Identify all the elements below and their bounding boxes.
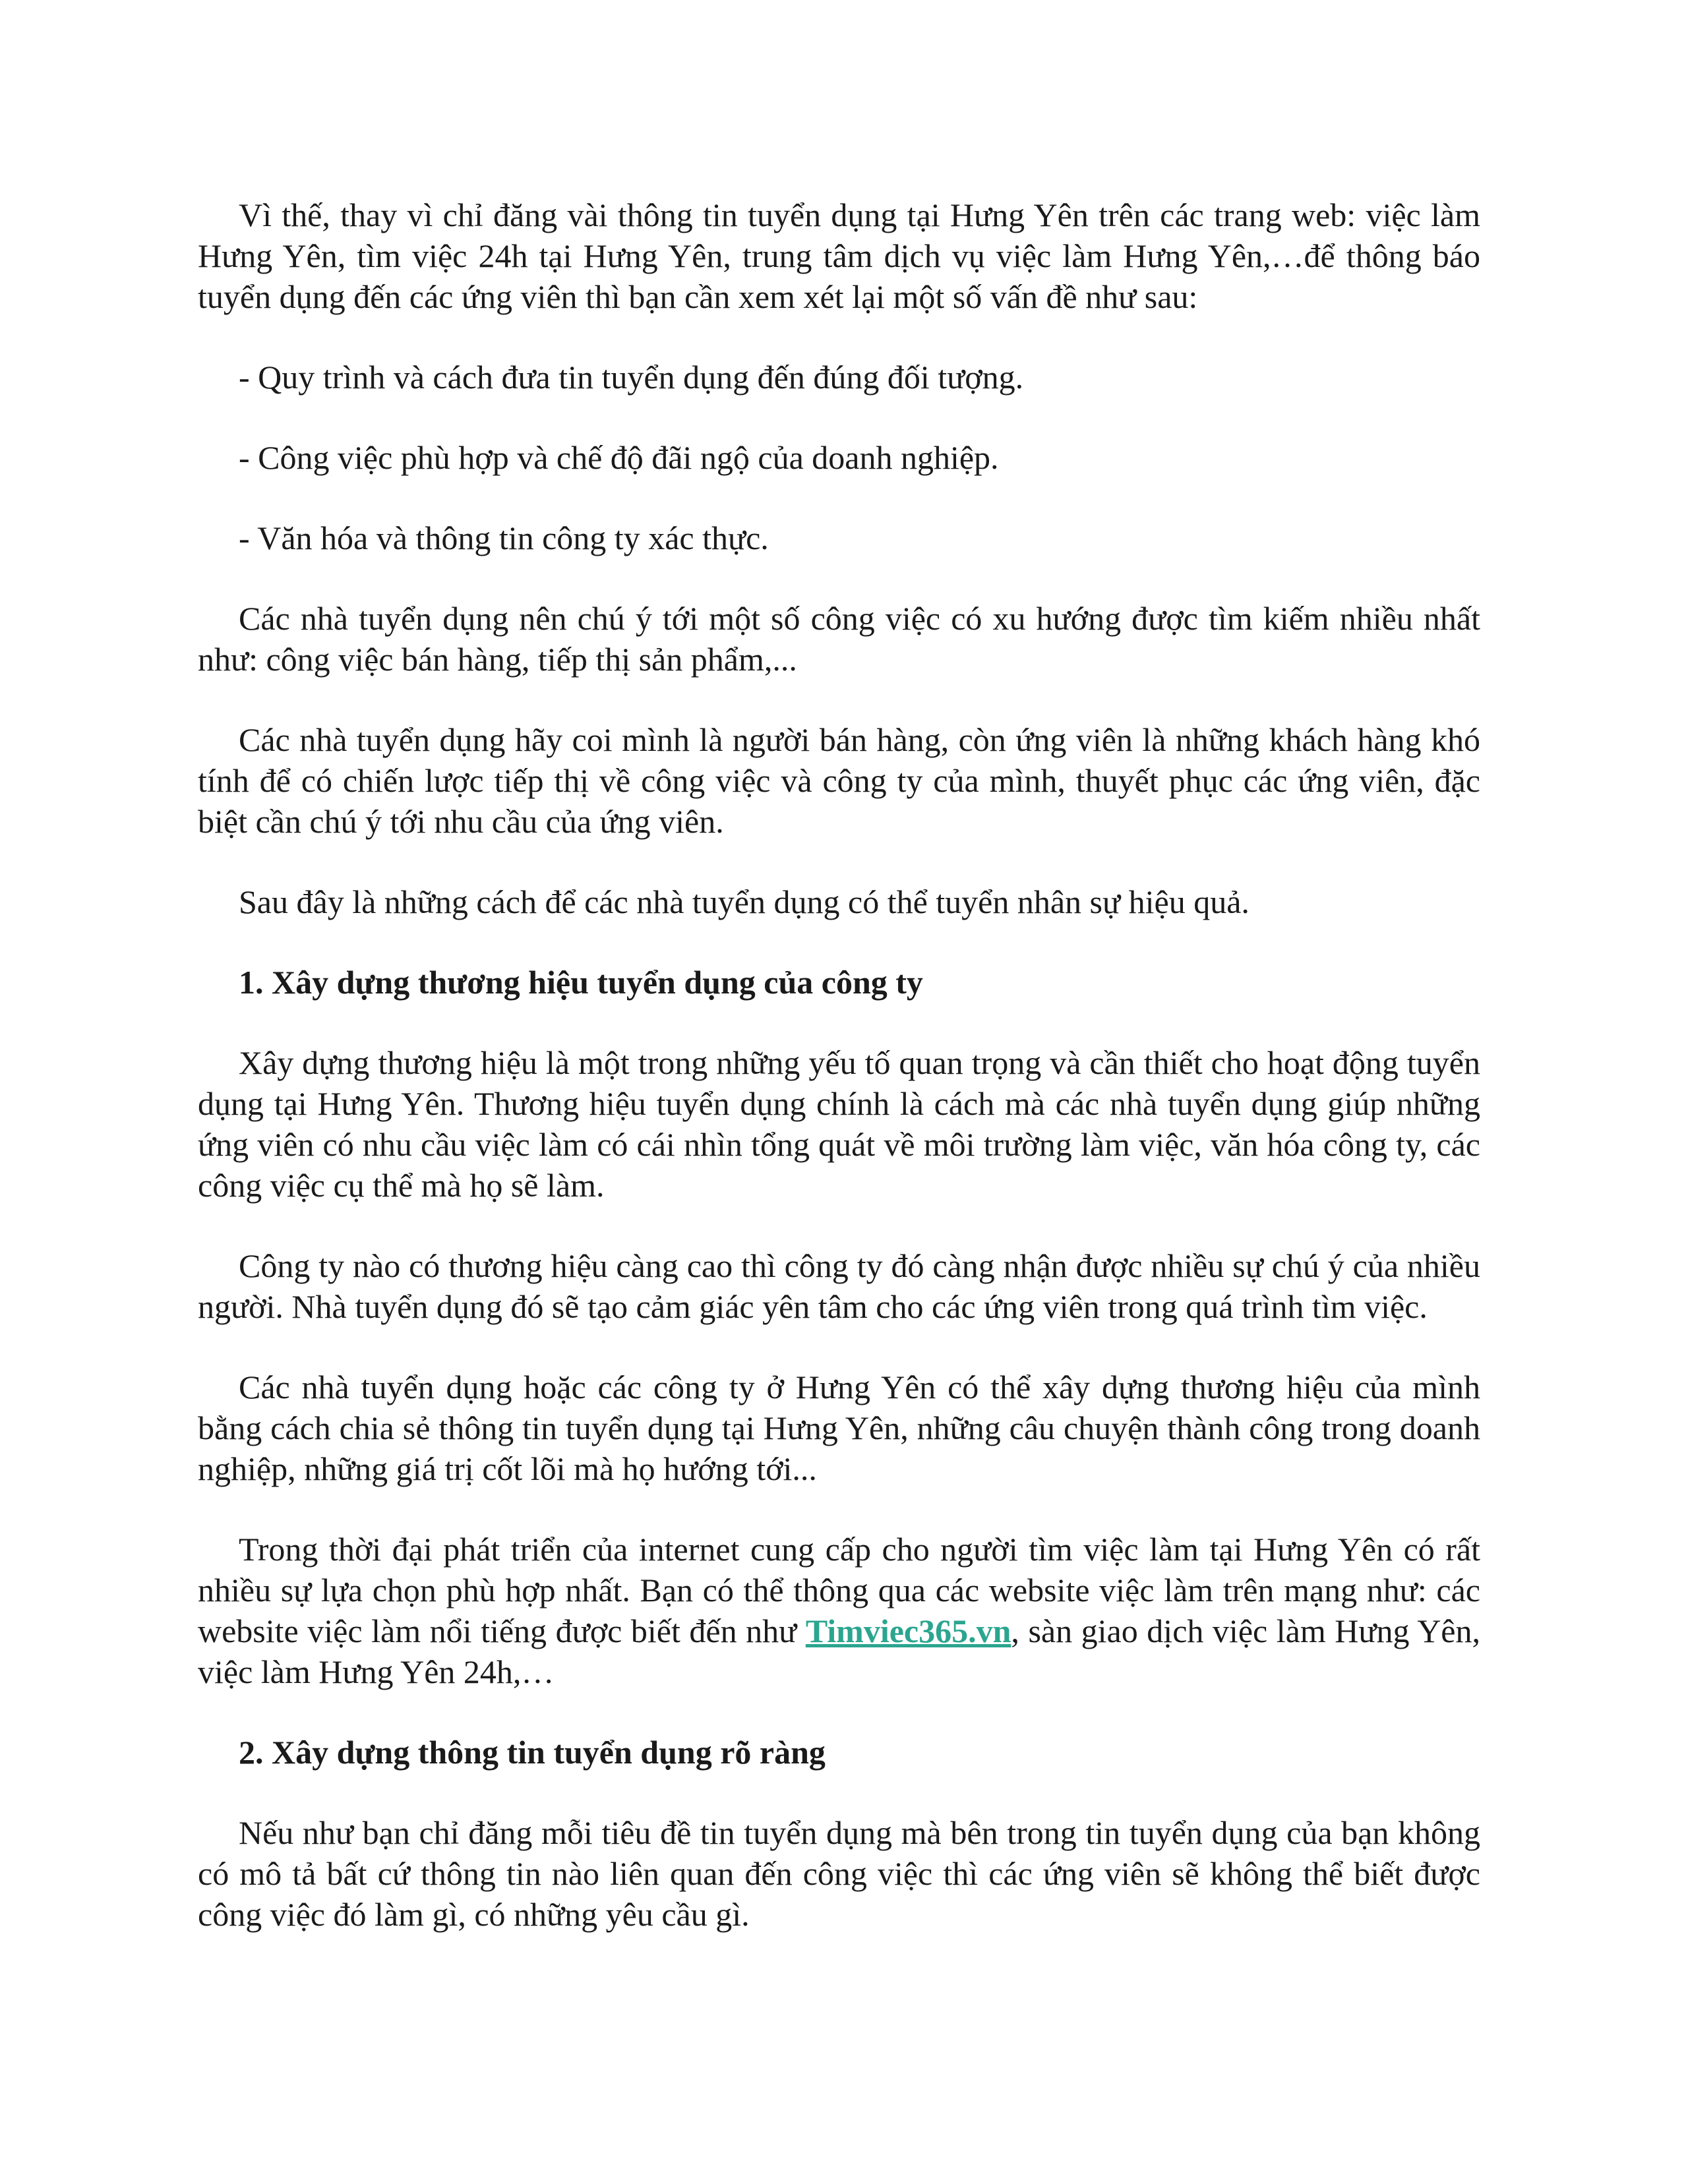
branding-paragraph: Xây dựng thương hiệu là một trong những yếu tố quan trọng và cần thiết cho hoạt động tuyển dụng tại Hưng Yên. Thương hiệu tuyển dụng chính là cách mà các nhà tuyển dụng giúp những ứng viên có nhu cầu việc làm có cái nhìn tổng quát về môi trường làm việc, văn hóa công ty, các công việc cụ thể mà họ sẽ làm. bbox=[198, 1044, 1480, 1204]
timviec365-link[interactable]: Timviec365.vn bbox=[805, 1612, 1011, 1649]
salesman-paragraph: Các nhà tuyển dụng hãy coi mình là người bán hàng, còn ứng viên là những khách hàng khó tính để có chiến lược tiếp thị về công việc và công ty của mình, thuyết phục các ứng viên, đặc biệt cần chú ý tới nhu cầu của ứng viên. bbox=[198, 721, 1480, 840]
bullet-item: - Công việc phù hợp và chế độ đãi ngộ của doanh nghiệp. bbox=[239, 439, 999, 476]
following-paragraph: Sau đây là những cách để các nhà tuyển dụng có thể tuyển nhân sự hiệu quả. bbox=[239, 883, 1250, 920]
reputation-paragraph: Công ty nào có thương hiệu càng cao thì công ty đó càng nhận được nhiều sự chú ý của nhiều người. Nhà tuyển dụng đó sẽ tạo cảm giác yên tâm cho các ứng viên trong quá trình tìm việc. bbox=[198, 1247, 1480, 1325]
internet-paragraph bbox=[198, 1529, 1480, 1692]
document-page bbox=[198, 194, 1480, 1974]
bullet-item: - Văn hóa và thông tin công ty xác thực. bbox=[239, 519, 769, 556]
internet-text-before: Trong thời đại phát triển của internet cung cấp cho người tìm việc làm tại Hưng Yên có rất nhiều sự lựa chọn phù hợp nhất. Bạn có thể thông qua các website việc làm trên mạng như: các website việc làm nổi tiếng được biết đến như bbox=[198, 1531, 1480, 1649]
intro-paragraph: Vì thế, thay vì chỉ đăng vài thông tin tuyển dụng tại Hưng Yên trên các trang web: việc làm Hưng Yên, tìm việc 24h tại Hưng Yên, trung tâm dịch vụ việc làm Hưng Yên,…để thông báo tuyển dụng đến các ứng viên thì bạn cần xem xét lại một số vấn đề như sau: bbox=[198, 196, 1480, 315]
internet-text-after: , sàn giao dịch việc làm Hưng Yên, việc làm Hưng Yên 24h,… bbox=[198, 1612, 1480, 1690]
trends-paragraph: Các nhà tuyển dụng nên chú ý tới một số công việc có xu hướng được tìm kiếm nhiều nhất như: công việc bán hàng, tiếp thị sản phẩm,... bbox=[198, 600, 1480, 678]
bullet-item: - Quy trình và cách đưa tin tuyển dụng đến đúng đối tượng. bbox=[239, 359, 1024, 396]
clear-info-paragraph: Nếu như bạn chỉ đăng mỗi tiêu đề tin tuyển dụng mà bên trong tin tuyển dụng của bạn không có mô tả bất cứ thông tin nào liên quan đến công việc thì các ứng viên sẽ không thể biết được công việc đó làm gì, có những yêu cầu gì. bbox=[198, 1814, 1480, 1933]
sharing-paragraph: Các nhà tuyển dụng hoặc các công ty ở Hưng Yên có thể xây dựng thương hiệu của mình bằng cách chia sẻ thông tin tuyển dụng tại Hưng Yên, những câu chuyện thành công trong doanh nghiệp, những giá trị cốt lõi mà họ hướng tới... bbox=[198, 1369, 1480, 1487]
section-heading-2: 2. Xây dựng thông tin tuyển dụng rõ ràng bbox=[239, 1734, 826, 1771]
section-heading-1: 1. Xây dựng thương hiệu tuyển dụng của công ty bbox=[239, 964, 923, 1001]
